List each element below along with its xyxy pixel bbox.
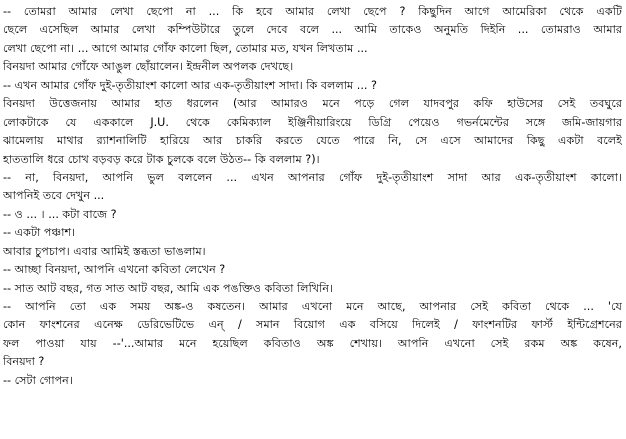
text-line: আপনিই তবে দেখুন ... <box>3 189 105 203</box>
text-line: ফল পাওয়া যায় --'...আমার মনে হয়েছিল কবিতাও অঙ্ক শেখায়। আপনি এখনো সেই রকম অঙ্ক কষেন, <box>3 336 622 350</box>
document-body <box>3 3 622 390</box>
text-line: লেখা ছেপো না। ... আগে আমার গোঁফ কালো ছিল, তোমার মত, যখন লিখতাম ... <box>3 41 368 55</box>
text-line: -- সাত আট বছর, গত সাত আট বছর, আমি এক পঙক্তিও কবিতা লিখিনি। <box>3 281 334 295</box>
text-line: ছেলে এসেছিল আমার লেখা কম্পিউটারে তুলে দেবে বলে ... আমি তাকেও অনুমতি দিইনি ... তোমরাও আমার <box>3 23 622 37</box>
text-line: -- ও ... । ... কটা বাজে ? <box>3 207 117 221</box>
text-line: -- না, বিনয়দা, আপনি ভুল বললেন ... এখন আপনার গোঁফ দুই-তৃতীয়াংশ সাদা আর এক-তৃতীয়াংশ কালো। <box>3 170 622 184</box>
text-line: -- একটা পঞ্চাশ। <box>3 226 76 240</box>
text-line: -- আচ্ছা বিনয়দা, আপনি এখনো কবিতা লেখেন ? <box>3 263 226 277</box>
text-line: বিনয়দা আমার গোঁফে আঙুল ছোঁয়ালেন। ইন্দ্রনীল অপলক দেখছে। <box>3 60 294 74</box>
text-line: ঝামেলায় মাথার র‍্যাশনালিটি হারিয়ে আর চাকরি করতে যেতে পারে নি, সে এসে আমাদের কিছু একটা বলেই <box>3 134 622 148</box>
text-line: হাততালি ধরে চোখ বড়বড় করে টাক চুলকে বলে উঠত-- কি বললাম ?)। <box>3 152 320 166</box>
text-line: বিনয়দা ? <box>3 355 45 369</box>
text-line: লোকটাকে যে এককালে J.U. থেকে কেমিক্যাল ইঞ্জিনীয়ারিংয়ে ডিগ্রি পেয়েও গভর্নমেন্টের সঙ্গে জমি-জায়গার <box>3 115 622 129</box>
text-line: -- আপনি তো এক সময় অঙ্ক-ও কষতেন। আমার এখনো মনে আছে, আপনার সেই কবিতা থেকে ... 'যে <box>3 300 622 313</box>
text-line: -- এখন আমার গোঁফ দুই-তৃতীয়াংশ কালো আর এক-তৃতীয়াংশ সাদা। কি বললাম ... ? <box>3 78 377 92</box>
text-line: বিনয়দা উত্তেজনায় আমার হাত ধরলেন (আর আমারও মনে পড়ে গেল যাদবপুর কফি হাউসের সেই তবঘুরে <box>3 97 622 111</box>
text-line: কোন ফাংশনের এনেক্ষ ডেরিভেটিভে এন্ / সমান বিয়োগ এক বসিয়ে দিলেই / ফাংশনটির ফার্স্ট ইন্টিগ্রেশনের <box>3 318 622 332</box>
text-line: -- সেটা গোপন। <box>3 373 73 387</box>
text-line: আবার চুপচাপ। এবার আমিই স্তব্ধতা ভাঙলাম। <box>3 244 206 258</box>
text-line: -- তোমরা আমার লেখা ছেপো না ... কি হবে আমার লেখা ছেপে ? কিছুদিন আগে আমেরিকা থেকে একটি <box>3 5 622 18</box>
